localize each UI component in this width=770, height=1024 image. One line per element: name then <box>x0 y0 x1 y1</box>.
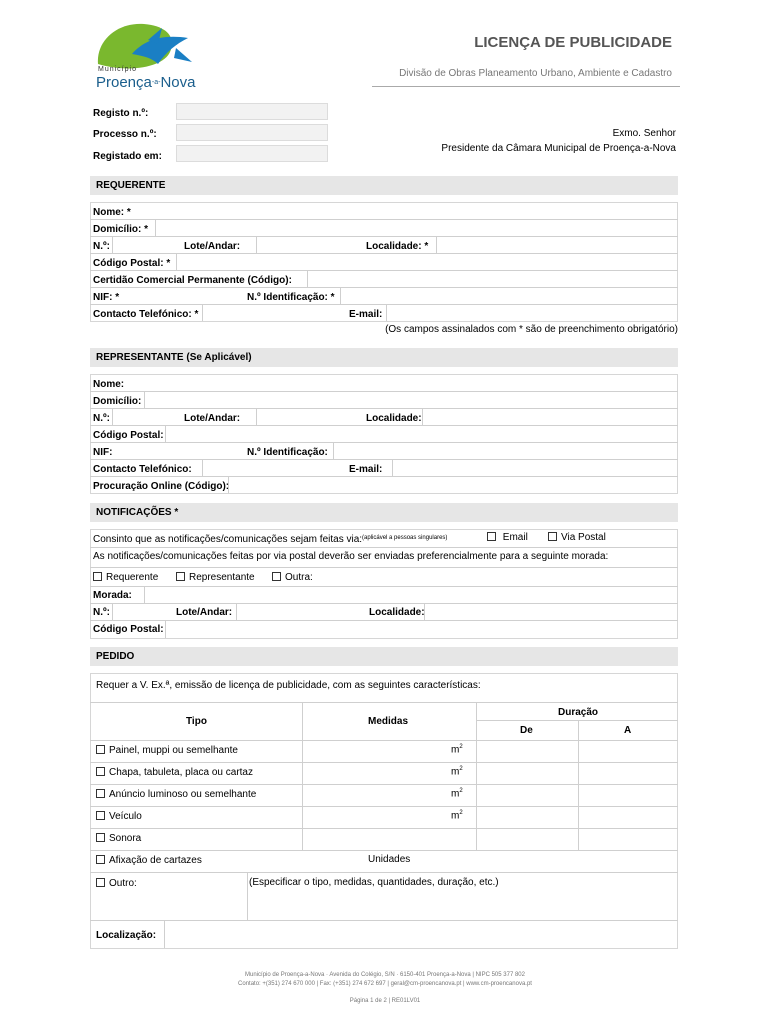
processo-field[interactable] <box>176 124 328 141</box>
rep-contacto-label: Contacto Telefónico: <box>93 464 192 475</box>
req-identificacao-label: N.º Identificação: * <box>247 292 335 303</box>
logo-small-text: Município <box>98 66 137 73</box>
logo-name: Proença$^{-a-}$Nova <box>96 74 196 91</box>
rep-codigo-postal-label: Código Postal: <box>93 430 164 441</box>
opt-requerente[interactable]: Requerente <box>93 572 158 583</box>
rep-nif-label: NIF: <box>93 447 113 458</box>
outro-input[interactable] <box>248 890 677 919</box>
req-email-label: E-mail: <box>349 309 383 320</box>
pedido-intro: Requer a V. Ex.ª, emissão de licença de publicidade, com as seguintes características: <box>96 680 481 691</box>
not-numero-input[interactable] <box>112 604 172 620</box>
not-morada-label: Morada: <box>93 590 132 601</box>
checkbox-icon[interactable] <box>176 572 185 581</box>
page-title: LICENÇA DE PUBLICIDADE <box>474 34 672 51</box>
req-lote-input[interactable] <box>256 237 362 253</box>
rep-nif-input[interactable] <box>114 443 242 459</box>
header-divider <box>372 86 680 87</box>
req-lote-label: Lote/Andar: <box>184 241 241 252</box>
checkbox-icon[interactable] <box>96 789 105 798</box>
rep-procuracao-input[interactable] <box>228 477 677 493</box>
req-certidao-input[interactable] <box>307 271 677 287</box>
rep-domicilio-label: Domicílio: <box>93 396 142 407</box>
outra-input[interactable] <box>318 568 677 586</box>
pedido-option[interactable]: Veículo <box>96 811 142 822</box>
req-contacto-label: Contacto Telefónico: * <box>93 309 199 320</box>
not-lote-label: Lote/Andar: <box>176 607 233 618</box>
section-pedido: PEDIDO <box>90 647 678 666</box>
rep-contacto-input[interactable] <box>202 460 344 476</box>
opt-via-postal[interactable]: Via Postal <box>548 532 606 543</box>
rep-localidade-input[interactable] <box>422 409 677 425</box>
not-codigo-postal-input[interactable] <box>165 621 677 638</box>
section-requerente: REQUERENTE <box>90 176 678 195</box>
not-lote-input[interactable] <box>236 604 364 620</box>
rep-codigo-postal-input[interactable] <box>165 426 677 442</box>
medidas-input[interactable] <box>303 807 443 827</box>
footer-address: Município de Proença-a-Nova · Avenida do Colégio, S/N · 6150-401 Proença-a-Nova | NIPC 505 377 802 <box>245 972 525 978</box>
checkbox-icon[interactable] <box>272 572 281 581</box>
localizacao-label: Localização: <box>96 930 157 941</box>
outro-hint: (Especificar o tipo, medidas, quantidades, duração, etc.) <box>249 877 499 888</box>
req-certidao-label: Certidão Comercial Permanente (Código): <box>93 275 292 286</box>
col-a: A <box>624 725 632 736</box>
page-subtitle: Divisão de Obras Planeamento Urbano, Ambiente e Cadastro <box>399 68 672 79</box>
checkbox-icon[interactable] <box>487 532 496 541</box>
unit-label: $m^2$ <box>451 788 463 800</box>
processo-label: Processo n.º: <box>93 129 157 140</box>
req-codigo-postal-label: Código Postal: * <box>93 258 171 269</box>
not-localidade-label: Localidade: <box>369 607 425 618</box>
pedido-option[interactable]: Afixação de cartazes <box>96 855 202 866</box>
checkbox-icon[interactable] <box>96 833 105 842</box>
rep-email-label: E-mail: <box>349 464 383 475</box>
section-representante: REPRESENTANTE (Se Aplicável) <box>90 348 678 367</box>
pedido-option[interactable]: Painel, muppi ou semelhante <box>96 745 238 756</box>
req-nif-input[interactable] <box>124 288 242 304</box>
not-codigo-postal-label: Código Postal: <box>93 624 164 635</box>
footer-contact: Contato: +(351) 274 670 000 | Fax: (+351) 274 672 697 | geral@cm-proencanova.pt | www.cm-proencanova.pt <box>238 981 532 987</box>
registado-field[interactable] <box>176 145 328 162</box>
checkbox-icon[interactable] <box>93 572 102 581</box>
col-medidas: Medidas <box>368 716 409 727</box>
unit-label: $m^2$ <box>451 766 463 778</box>
municipality-logo <box>92 18 202 96</box>
req-identificacao-input[interactable] <box>340 288 677 304</box>
opt-outra[interactable]: Outra: <box>272 572 313 583</box>
not-numero-label: N.º: <box>93 607 110 618</box>
req-domicilio-input[interactable] <box>155 220 677 236</box>
checkbox-icon[interactable] <box>96 811 105 820</box>
rep-numero-input[interactable] <box>112 409 180 425</box>
consent-text: Consinto que as notificações/comunicações sejam feitas via:$^{(aplicável a pessoas singulares)}$ <box>93 534 448 545</box>
registado-label: Registado em: <box>93 151 162 162</box>
req-nome-label: Nome: * <box>93 207 131 218</box>
rep-identificacao-input[interactable] <box>333 443 677 459</box>
rep-lote-label: Lote/Andar: <box>184 413 241 424</box>
unit-label: $m^2$ <box>451 744 463 756</box>
medidas-input[interactable] <box>303 763 443 783</box>
rep-numero-label: N.º: <box>93 413 110 424</box>
rep-localidade-label: Localidade: <box>366 413 422 424</box>
addressee-line2: Presidente da Câmara Municipal de Proença-a-Nova <box>441 143 676 154</box>
req-required-note: (Os campos assinalados com * são de preenchimento obrigatório) <box>385 324 678 335</box>
postal-text: As notificações/comunicações feitas por via postal deverão ser enviadas preferencialmente para a seguinte morada: <box>93 551 609 562</box>
req-nome-input[interactable] <box>137 203 677 219</box>
req-localidade-input[interactable] <box>436 237 677 253</box>
req-codigo-postal-input[interactable] <box>176 254 677 270</box>
pedido-option[interactable]: Chapa, tabuleta, placa ou cartaz <box>96 767 253 778</box>
footer-page: Página 1 de 2 | RE01LV01 <box>349 998 421 1004</box>
localizacao-input[interactable] <box>164 921 677 948</box>
rep-identificacao-label: N.º Identificação: <box>247 447 328 458</box>
opt-representante[interactable]: Representante <box>176 572 255 583</box>
not-localidade-input[interactable] <box>424 604 677 620</box>
rep-domicilio-input[interactable] <box>144 392 677 408</box>
checkbox-icon[interactable] <box>548 532 557 541</box>
req-localidade-label: Localidade: * <box>366 241 429 252</box>
checkbox-icon[interactable] <box>96 767 105 776</box>
checkbox-icon[interactable] <box>96 855 105 864</box>
unit-label: $m^2$ <box>451 810 463 822</box>
req-domicilio-label: Domicílio: * <box>93 224 149 235</box>
checkbox-icon[interactable] <box>96 878 105 887</box>
checkbox-icon[interactable] <box>96 745 105 754</box>
medidas-input[interactable] <box>303 741 443 761</box>
opt-email[interactable]: Email <box>487 532 528 543</box>
not-morada-input[interactable] <box>144 587 677 603</box>
col-de: De <box>520 725 533 736</box>
registo-label: Registo n.º: <box>93 108 149 119</box>
addressee-line1: Exmo. Senhor <box>612 128 676 139</box>
rep-nome-label: Nome: <box>93 379 125 390</box>
pedido-option[interactable]: Sonora <box>96 833 141 844</box>
rep-nome-input[interactable] <box>130 375 677 391</box>
pedido-option[interactable]: Anúncio luminoso ou semelhante <box>96 789 256 800</box>
req-email-input[interactable] <box>386 305 677 321</box>
req-nif-label: NIF: * <box>93 292 120 303</box>
req-numero-input[interactable] <box>112 237 180 253</box>
medidas-input[interactable] <box>303 785 443 805</box>
section-notificacoes: NOTIFICAÇÕES * <box>90 503 678 522</box>
col-duracao: Duração <box>558 707 599 718</box>
medidas-input[interactable] <box>303 829 443 849</box>
opt-outro[interactable]: Outro: <box>96 878 137 889</box>
rep-email-input[interactable] <box>392 460 677 476</box>
unit-label: Unidades <box>368 854 411 865</box>
rep-lote-input[interactable] <box>256 409 362 425</box>
col-tipo: Tipo <box>186 716 207 727</box>
req-numero-label: N.º: <box>93 241 110 252</box>
registo-field[interactable] <box>176 103 328 120</box>
req-contacto-input[interactable] <box>202 305 344 321</box>
rep-procuracao-label: Procuração Online (Código): <box>93 481 230 492</box>
